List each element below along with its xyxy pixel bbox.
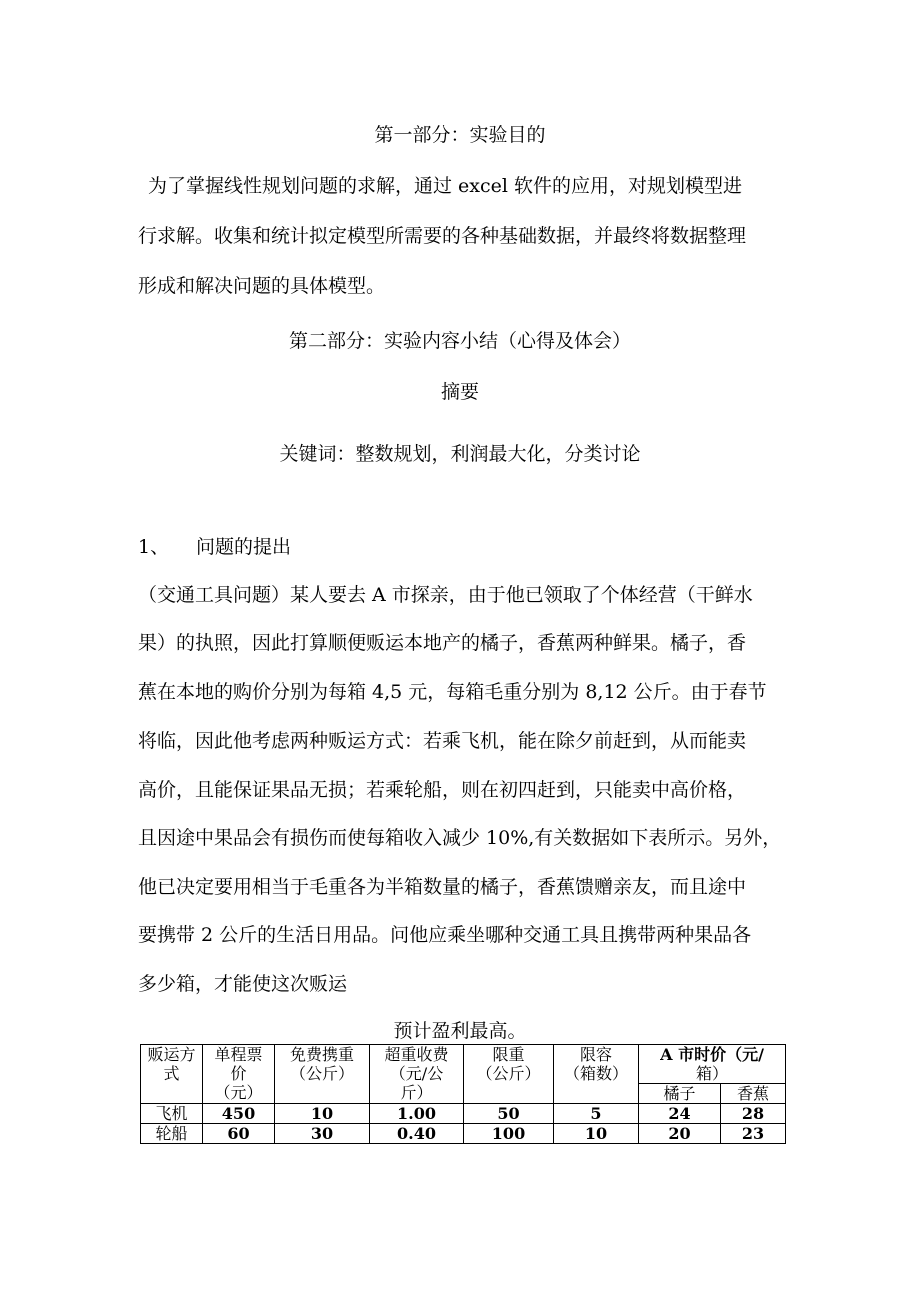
cell-over: 0.40 (370, 1124, 464, 1144)
problem-line: 高价，且能保证果品无损；若乘轮船，则在初四赶到，只能卖中高价格， (138, 779, 747, 801)
cell-over: 1.00 (370, 1104, 464, 1124)
problem-line: 要携带 2 公斤的生活日用品。问他应乘坐哪种交通工具且携带两种果品各 (138, 924, 752, 946)
cell-mode: 飞机 (141, 1104, 203, 1124)
header-banana: 香蕉 (721, 1084, 786, 1104)
abstract-title: 摘要 (440, 381, 479, 403)
section1-line: 形成和解决问题的具体模型。 (138, 275, 386, 297)
table-caption: 预计盈利最高。 (393, 1020, 527, 1042)
section1-line: 行求解。收集和统计拟定模型所需要的各种基础数据，并最终将数据整理 (138, 225, 747, 247)
keywords: 关键词：整数规划，利润最大化，分类讨论 (279, 443, 641, 465)
cell-orange: 20 (639, 1124, 721, 1144)
cell-banana: 23 (721, 1124, 786, 1144)
section2-title: 第二部分：实验内容小结（心得及体会） (288, 330, 631, 352)
problem-line: 且因途中果品会有损伤而使每箱收入减少 10%,有关数据如下表所示。另外， (138, 827, 782, 849)
cell-mode: 轮船 (141, 1124, 203, 1144)
problem-line: （交通工具问题）某人要去 A 市探亲，由于他已领取了个体经营（干鲜水 (138, 584, 753, 606)
cell-orange: 24 (639, 1104, 721, 1124)
section1-title: 第一部分：实验目的 (374, 124, 546, 146)
cell-ticket: 450 (203, 1104, 275, 1124)
cell-limit-capacity: 10 (554, 1124, 639, 1144)
header-ticket: 单程票 价 （元） (203, 1045, 275, 1104)
problem-line: 他已决定要用相当于毛重各为半箱数量的橘子，香蕉馈赠亲友，而且途中 (138, 876, 747, 898)
cell-free: 10 (275, 1104, 370, 1124)
problem-line: 果）的执照，因此打算顺便贩运本地产的橘子，香蕉两种鲜果。橘子，香 (138, 632, 747, 654)
table-row (141, 1104, 786, 1124)
header-orange: 橘子 (639, 1084, 721, 1104)
header-free: 免费携重 （公斤） (275, 1045, 370, 1104)
header-limit-capacity: 限容 （箱数） (554, 1045, 639, 1104)
cell-ticket: 60 (203, 1124, 275, 1144)
cell-limit-capacity: 5 (554, 1104, 639, 1124)
table-header-row (141, 1045, 786, 1084)
problem-heading: 问题的提出 (196, 536, 292, 558)
problem-number: 1、 (138, 536, 170, 558)
problem-line: 将临，因此他考虑两种贩运方式：若乘飞机，能在除夕前赶到，从而能卖 (138, 730, 747, 752)
cell-limit-weight: 100 (464, 1124, 554, 1144)
header-mode: 贩运方 式 (141, 1045, 203, 1104)
data-table (140, 1044, 786, 1144)
problem-line: 蕉在本地的购价分别为每箱 4,5 元，每箱毛重分别为 8,12 公斤。由于春节 (138, 681, 767, 703)
header-limit-weight: 限重 （公斤） (464, 1045, 554, 1104)
cell-free: 30 (275, 1124, 370, 1144)
cell-limit-weight: 50 (464, 1104, 554, 1124)
table-row (141, 1124, 786, 1144)
section1-line: 为了掌握线性规划问题的求解，通过 excel 软件的应用，对规划模型进 (148, 175, 743, 197)
cell-banana: 28 (721, 1104, 786, 1124)
header-price: A 市时价（元/ 箱） (639, 1045, 786, 1084)
header-over: 超重收费 （元/公 斤） (370, 1045, 464, 1104)
problem-line: 多少箱，才能使这次贩运 (138, 973, 348, 995)
